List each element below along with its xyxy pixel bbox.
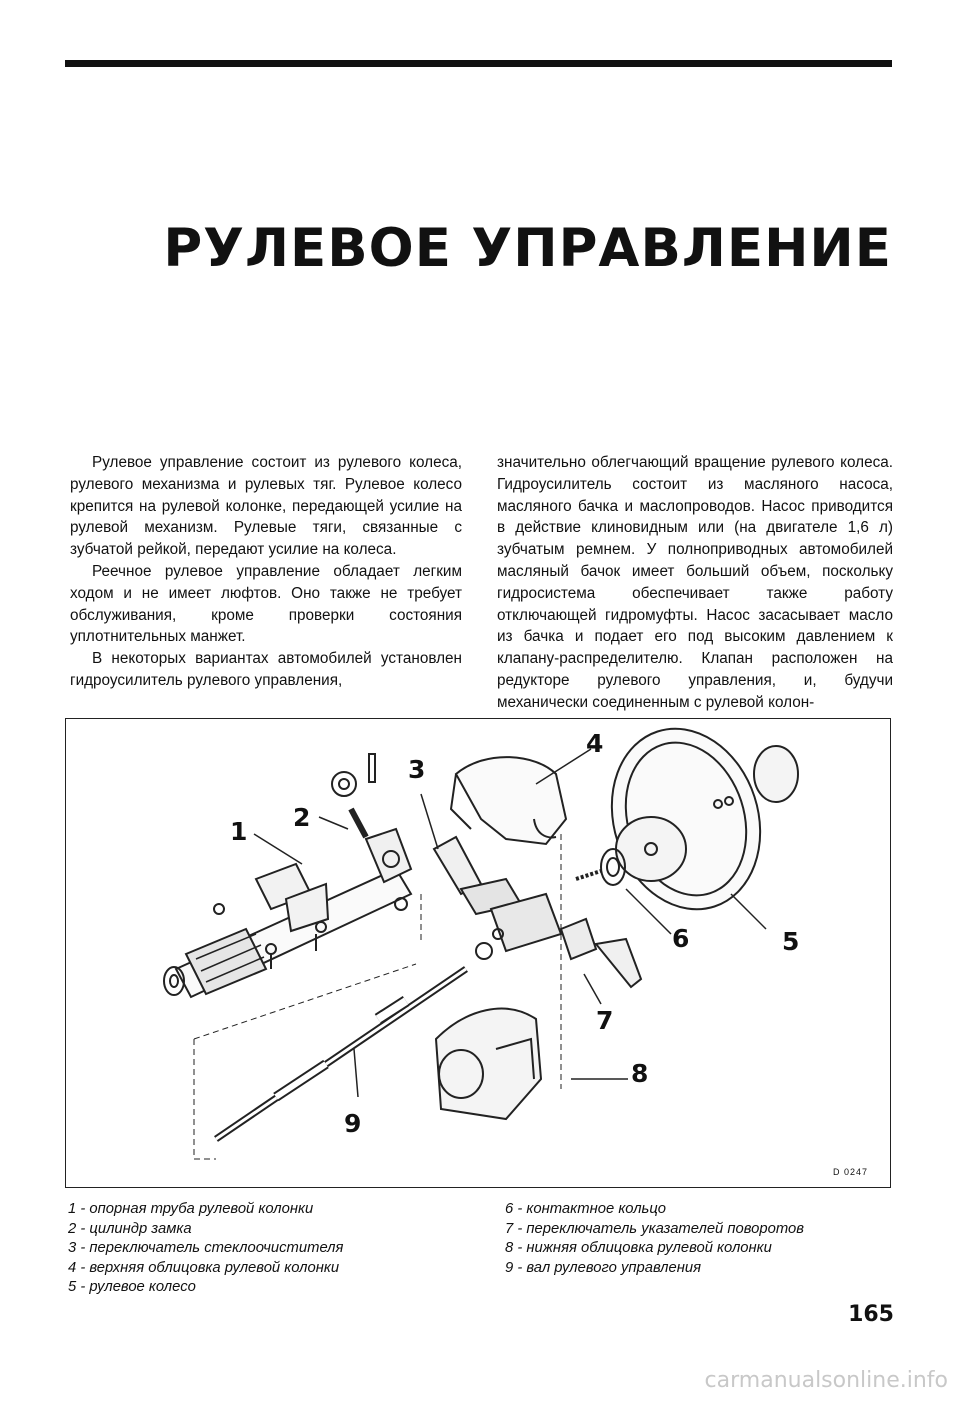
callout-8: 8 [631,1059,649,1088]
callout-6: 6 [672,924,690,953]
callout-3: 3 [408,755,426,784]
caption-item: 1 - опорная труба рулевой колонки [68,1201,314,1217]
caption-item: 5 - рулевое колесо [68,1279,196,1296]
paragraph: В некоторых вариантах автомобилей установлен гидроусилитель рулевого управления, [70,650,462,689]
caption-item: 4 - верхняя облицовка рулевой колонки [68,1259,340,1276]
caption-item: 2 - цилиндр замка [68,1220,192,1237]
callout-7: 7 [596,1006,614,1035]
steering-diagram [65,718,891,1188]
page-title: РУЛЕВОЕ УПРАВЛЕНИЕ [163,218,892,279]
callout-1: 1 [230,817,248,846]
caption-list-right [505,1200,804,1278]
caption-item: 3 - переключатель стеклоочистителя [68,1240,344,1257]
caption-list-left [68,1200,343,1298]
callout-4: 4 [586,729,604,758]
callout-2: 2 [293,803,311,832]
callout-9: 9 [344,1109,362,1138]
watermark: carmanualsonline.info [704,1368,948,1393]
top-rule [65,60,892,67]
caption-item: 7 - переключатель указателей поворотов [505,1220,804,1237]
text-column-left [70,452,462,692]
caption-item: 6 - контактное кольцо [505,1201,667,1217]
paragraph: Реечное рулевое управление обладает легким ходом и не имеет люфтов. Оно также не требует обслуживания, кроме проверки состояния уплотнительных манжет. [70,562,462,646]
text-column-right [497,452,893,714]
paragraph: значительно облегчающий вращение рулевого колеса. Гидроусилитель состоит из масляного насоса, масляного бачка и маслопроводов. Насос приводится в действие клиновидным или (на двигателе 1,6 л) зубчатым ремнем. У полноприводных автомобилей масляный бачок имеет больший объем, поскольку гидросистема обеспечивает также работу отключающей гидромуфты. Насос засасывает масло из бачка и подает его под высоким давлением к клапану-распределителю. Клапан расположен на редукторе рулевого управления, и, будучи механически соединенным с рулевой колон- [497,454,893,711]
callout-5: 5 [782,927,800,956]
page-number: 165 [848,1302,894,1327]
caption-item: 8 - нижняя облицовка рулевой колонки [505,1240,772,1257]
figure-code: D 0247 [832,1167,868,1177]
caption-item: 9 - вал рулевого управления [505,1259,702,1276]
steering-assembly-drawing [66,719,892,1189]
paragraph: Рулевое управление состоит из рулевого колеса, рулевого механизма и рулевых тяг. Рулевое колесо крепится на рулевой колонке, передающей усилие на рулевой механизм. Рулевые тяги, связанные с зубчатой рейкой, передают усилие на колеса. [70,454,462,559]
